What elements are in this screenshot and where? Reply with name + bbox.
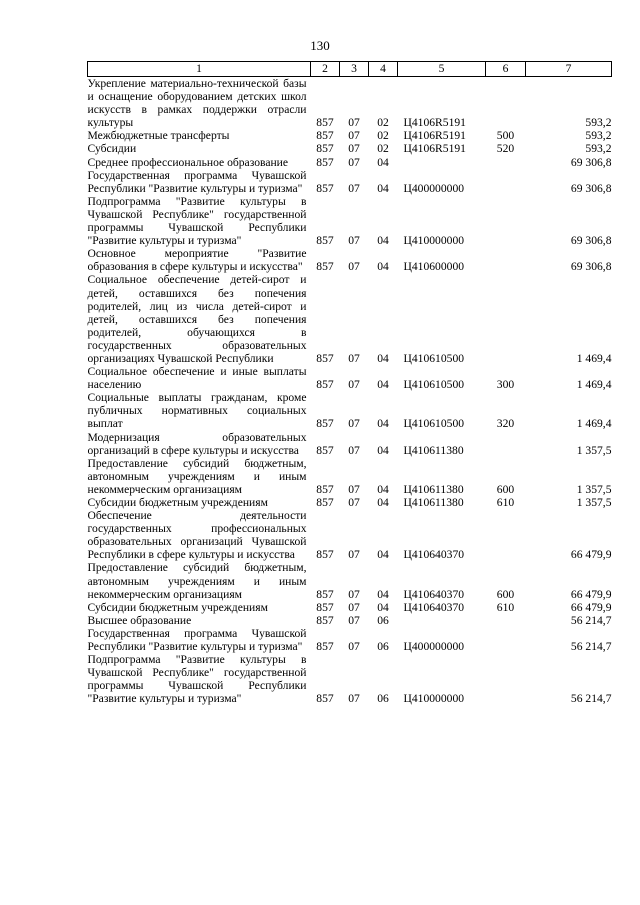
row-amount: 56 214,7 xyxy=(570,692,612,706)
row-ministry-code: 857 xyxy=(316,692,334,706)
row-subsection-code: 04 xyxy=(377,260,389,274)
header-row xyxy=(88,62,612,77)
row-expense-type: 610 xyxy=(496,496,515,509)
row-target-article: Ц410610500 xyxy=(403,378,465,392)
row-ministry-code: 857 xyxy=(316,129,334,143)
row-expense-type xyxy=(486,614,526,627)
row-amount: 56 214,7 xyxy=(570,640,612,654)
row-target-article: Ц410000000 xyxy=(403,234,465,248)
row-subsection-code: 02 xyxy=(377,116,389,130)
row-description: Социальное обеспечение и иные выплаты населению xyxy=(87,365,307,392)
row-section-code: 07 xyxy=(348,351,360,365)
row-expense-type: 300 xyxy=(496,378,515,392)
row-subsection-code: 04 xyxy=(377,496,389,509)
row-subsection-code: 04 xyxy=(377,600,389,614)
row-section-code: 07 xyxy=(348,548,360,562)
row-ministry-code: 857 xyxy=(316,600,334,614)
row-ministry-code: 857 xyxy=(316,260,334,274)
table-row xyxy=(88,273,612,365)
row-section-code: 07 xyxy=(348,155,360,169)
row-amount: 66 479,9 xyxy=(570,600,612,614)
row-section-code: 07 xyxy=(348,587,360,601)
table-row xyxy=(88,561,612,600)
row-section-code: 07 xyxy=(348,417,360,431)
row-subsection-code: 04 xyxy=(377,443,389,457)
table-row xyxy=(88,247,612,273)
table-header xyxy=(88,62,612,77)
row-subsection-code: 04 xyxy=(377,234,389,248)
row-subsection-code: 06 xyxy=(377,640,389,654)
row-ministry-code: 857 xyxy=(316,496,334,509)
row-target-article: Ц410610500 xyxy=(403,351,465,365)
row-section-code: 07 xyxy=(348,378,360,392)
table-row xyxy=(88,142,612,155)
row-expense-type xyxy=(486,169,526,195)
table-row xyxy=(88,365,612,391)
row-ministry-code: 857 xyxy=(316,417,334,431)
row-amount: 593,2 xyxy=(585,116,612,130)
row-amount: 1 357,5 xyxy=(576,443,612,457)
row-expense-type xyxy=(486,653,526,705)
row-section-code: 07 xyxy=(348,443,360,457)
row-description: Субсидии бюджетным учреждениям xyxy=(87,496,268,509)
row-amount: 66 479,9 xyxy=(570,548,612,562)
row-expense-type xyxy=(486,431,526,457)
row-ministry-code: 857 xyxy=(316,640,334,654)
table-row xyxy=(88,653,612,705)
table-row xyxy=(88,431,612,457)
table-row xyxy=(88,614,612,627)
row-amount: 1 469,4 xyxy=(576,417,612,431)
row-amount: 1 469,4 xyxy=(576,351,612,365)
row-subsection-code: 04 xyxy=(377,587,389,601)
row-description: Подпрограмма "Развитие культуры в Чувашской Республике" государственной программы Чувашской Республики "Развитие культуры и туризма" xyxy=(87,653,307,706)
row-amount: 1 357,5 xyxy=(576,482,612,496)
row-target-article: Ц410640370 xyxy=(403,587,465,601)
row-expense-type: 500 xyxy=(496,129,515,143)
row-description: Среднее профессиональное образование xyxy=(87,155,289,169)
row-amount: 1 357,5 xyxy=(576,496,612,509)
table-row xyxy=(88,627,612,653)
row-ministry-code: 857 xyxy=(316,443,334,457)
row-expense-type: 610 xyxy=(496,600,515,614)
row-description: Субсидии бюджетным учреждениям xyxy=(87,600,268,614)
row-section-code: 07 xyxy=(348,600,360,614)
header-col-7: 7 xyxy=(526,62,612,77)
row-subsection-code: 02 xyxy=(377,142,389,156)
row-target-article: Ц410600000 xyxy=(403,260,465,274)
header-col-2: 2 xyxy=(311,62,340,77)
header-col-6: 6 xyxy=(486,62,526,77)
row-ministry-code: 857 xyxy=(316,378,334,392)
row-target-article xyxy=(398,614,486,627)
row-target-article: Ц400000000 xyxy=(403,640,465,654)
page-number: 130 xyxy=(310,38,330,53)
row-description: Государственная программа Чувашской Республики "Развитие культуры и туризма" xyxy=(87,168,307,195)
row-description: Межбюджетные трансферты xyxy=(87,129,230,143)
row-ministry-code: 857 xyxy=(316,482,334,496)
row-description: Предоставление субсидий бюджетным, автономным учреждениям и иным некоммерческим организациям xyxy=(87,456,307,496)
row-description: Субсидии xyxy=(87,142,137,156)
row-target-article: Ц4106R5191 xyxy=(403,116,466,130)
row-target-article: Ц400000000 xyxy=(403,181,465,195)
row-description: Государственная программа Чувашской Республики "Развитие культуры и туризма" xyxy=(87,626,307,654)
row-expense-type: 600 xyxy=(496,587,515,601)
row-subsection-code: 06 xyxy=(377,613,389,627)
row-amount: 593,2 xyxy=(585,142,612,156)
table-row xyxy=(88,156,612,169)
row-target-article: Ц4106R5191 xyxy=(403,129,466,143)
row-section-code: 07 xyxy=(348,181,360,195)
row-ministry-code: 857 xyxy=(316,234,334,248)
budget-table xyxy=(87,61,612,706)
row-description: Модернизация образовательных организаций в сфере культуры и искусства xyxy=(87,430,307,457)
row-section-code: 07 xyxy=(348,482,360,496)
row-description: Основное мероприятие "Развитие образования в сфере культуры и искусства" xyxy=(87,247,307,274)
row-amount: 69 306,8 xyxy=(570,155,612,169)
row-description: Подпрограмма "Развитие культуры в Чувашской Республике" государственной программы Чувашской Республики "Развитие культуры и туризма" xyxy=(87,194,307,248)
row-target-article: Ц410611380 xyxy=(403,482,464,496)
row-ministry-code: 857 xyxy=(316,587,334,601)
row-subsection-code: 04 xyxy=(377,351,389,365)
table-body xyxy=(88,77,612,706)
header-col-3: 3 xyxy=(340,62,369,77)
row-subsection-code: 06 xyxy=(377,692,389,706)
row-expense-type xyxy=(486,273,526,365)
row-amount: 66 479,9 xyxy=(570,587,612,601)
row-subsection-code: 04 xyxy=(377,181,389,195)
table-row xyxy=(88,169,612,195)
table-row xyxy=(88,601,612,614)
row-ministry-code: 857 xyxy=(316,116,334,130)
row-section-code: 07 xyxy=(348,142,360,156)
table-row xyxy=(88,195,612,247)
row-subsection-code: 04 xyxy=(377,417,389,431)
row-subsection-code: 02 xyxy=(377,129,389,143)
row-description: Социальное обеспечение детей-сирот и детей, оставшихся без попечения родителей, лиц из числа детей-сирот и детей, оставшихся без попечения родителей, обучающихся в государственных образовательных организациях Чувашской Республики xyxy=(87,273,307,365)
row-description: Предоставление субсидий бюджетным, автономным учреждениям и иным некоммерческим организациям xyxy=(87,561,307,601)
row-target-article: Ц410640370 xyxy=(403,548,465,562)
row-subsection-code: 04 xyxy=(377,482,389,496)
row-expense-type xyxy=(486,247,526,273)
row-target-article: Ц410640370 xyxy=(403,600,465,614)
row-section-code: 07 xyxy=(348,234,360,248)
row-expense-type: 600 xyxy=(496,482,515,496)
row-section-code: 07 xyxy=(348,692,360,706)
row-amount: 56 214,7 xyxy=(570,613,612,627)
row-expense-type: 520 xyxy=(496,142,515,156)
row-expense-type xyxy=(486,77,526,130)
row-expense-type: 320 xyxy=(496,417,515,431)
row-target-article: Ц410611380 xyxy=(403,443,464,457)
row-section-code: 07 xyxy=(348,613,360,627)
row-ministry-code: 857 xyxy=(316,613,334,627)
row-ministry-code: 857 xyxy=(316,351,334,365)
row-expense-type xyxy=(486,627,526,653)
header-col-4: 4 xyxy=(369,62,398,77)
row-section-code: 07 xyxy=(348,640,360,654)
row-description: Обеспечение деятельности государственных профессиональных образовательных организаций Чувашской Республики в сфере культуры и искусства xyxy=(87,509,307,562)
row-ministry-code: 857 xyxy=(316,181,334,195)
row-description: Социальные выплаты гражданам, кроме публичных нормативных социальных выплат xyxy=(87,391,307,431)
row-amount: 69 306,8 xyxy=(570,181,612,195)
row-target-article xyxy=(398,156,486,169)
row-ministry-code: 857 xyxy=(316,155,334,169)
row-description: Укрепление материально-технической базы и оснащение оборудованием детских школ искусств в рамках поддержки отрасли культуры xyxy=(87,77,307,130)
row-expense-type xyxy=(486,195,526,247)
row-amount: 1 469,4 xyxy=(576,378,612,392)
row-target-article: Ц4106R5191 xyxy=(403,142,466,156)
row-subsection-code: 04 xyxy=(377,155,389,169)
row-subsection-code: 04 xyxy=(377,378,389,392)
row-expense-type xyxy=(486,509,526,561)
table-row xyxy=(88,457,612,496)
row-description: Высшее образование xyxy=(87,613,192,627)
table-row xyxy=(88,509,612,561)
row-section-code: 07 xyxy=(348,496,360,509)
row-amount: 593,2 xyxy=(585,129,612,143)
table-row xyxy=(88,391,612,430)
row-subsection-code: 04 xyxy=(377,548,389,562)
row-section-code: 07 xyxy=(348,260,360,274)
row-section-code: 07 xyxy=(348,116,360,130)
row-target-article: Ц410000000 xyxy=(403,692,465,706)
row-ministry-code: 857 xyxy=(316,142,334,156)
row-section-code: 07 xyxy=(348,129,360,143)
header-col-5: 5 xyxy=(398,62,486,77)
table-row xyxy=(88,496,612,509)
row-expense-type xyxy=(486,156,526,169)
row-ministry-code: 857 xyxy=(316,548,334,562)
row-amount: 69 306,8 xyxy=(570,234,612,248)
row-amount: 69 306,8 xyxy=(570,260,612,274)
row-target-article: Ц410611380 xyxy=(403,496,464,509)
table-row xyxy=(88,129,612,142)
row-target-article: Ц410610500 xyxy=(403,417,465,431)
table-row xyxy=(88,77,612,130)
header-col-1: 1 xyxy=(88,62,311,77)
